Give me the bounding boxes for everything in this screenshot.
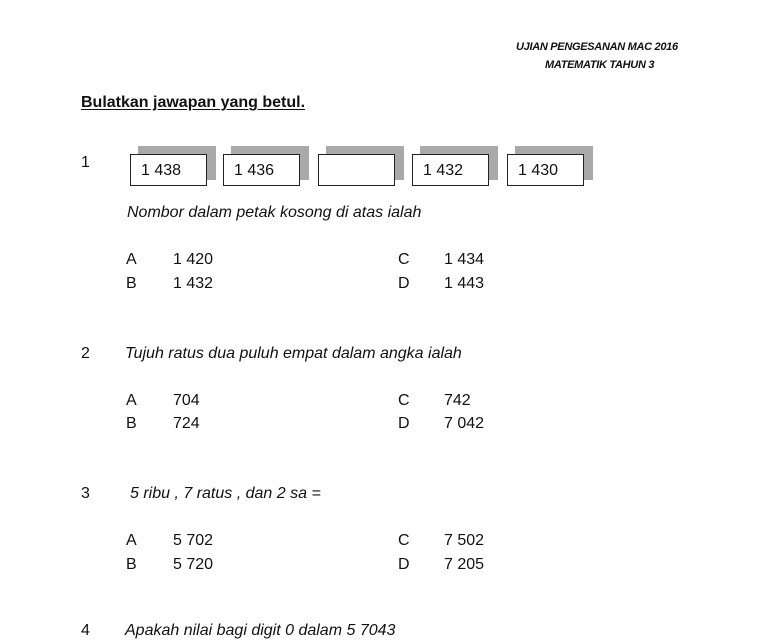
option-letter-1c: C xyxy=(398,251,410,268)
question-4-cutoff-row xyxy=(0,622,768,639)
question-text-4: Apakah nilai bagi digit 0 dalam 5 7043 xyxy=(125,622,396,639)
option-value-2a[interactable]: 704 xyxy=(173,392,200,409)
option-letter-3d: D xyxy=(398,556,410,573)
option-value-3d[interactable]: 7 205 xyxy=(444,556,485,573)
option-value-1c[interactable]: 1 434 xyxy=(444,251,485,268)
option-letter-2a: A xyxy=(126,392,137,409)
option-letter-1b: B xyxy=(126,275,137,292)
option-value-3c[interactable]: 7 502 xyxy=(444,532,485,549)
exam-header-subject: MATEMATIK TAHUN 3 xyxy=(545,59,655,71)
question-text-2: Tujuh ratus dua puluh empat dalam angka ialah xyxy=(125,345,462,362)
number-box-value: 1 430 xyxy=(507,154,584,186)
number-box-4 xyxy=(412,146,498,188)
number-box-2 xyxy=(223,146,309,188)
option-letter-3c: C xyxy=(398,532,410,549)
option-letter-1d: D xyxy=(398,275,410,292)
option-value-1b[interactable]: 1 432 xyxy=(173,275,214,292)
option-letter-3a: A xyxy=(126,532,137,549)
option-letter-1a: A xyxy=(126,251,137,268)
option-value-1d[interactable]: 1 443 xyxy=(444,275,485,292)
option-value-2d[interactable]: 7 042 xyxy=(444,415,485,432)
option-letter-2d: D xyxy=(398,415,410,432)
question-text-3: 5 ribu , 7 ratus , dan 2 sa = xyxy=(130,485,321,502)
option-value-3b[interactable]: 5 720 xyxy=(173,556,214,573)
option-value-2b[interactable]: 724 xyxy=(173,415,200,432)
number-box-value xyxy=(318,154,395,186)
question-number-2: 2 xyxy=(81,345,90,362)
option-letter-2c: C xyxy=(398,392,410,409)
question-number-1: 1 xyxy=(81,154,90,171)
option-letter-3b: B xyxy=(126,556,137,573)
question-text-1: Nombor dalam petak kosong di atas ialah xyxy=(127,204,422,221)
number-box-value: 1 432 xyxy=(412,154,489,186)
number-box-3-empty xyxy=(318,146,404,188)
exam-header-title: UJIAN PENGESANAN MAC 2016 xyxy=(516,41,678,53)
number-box-5 xyxy=(507,146,593,188)
question-number-4: 4 xyxy=(81,622,90,639)
question-number-3: 3 xyxy=(81,485,90,502)
option-value-3a[interactable]: 5 702 xyxy=(173,532,214,549)
number-box-1 xyxy=(130,146,216,188)
number-box-value: 1 438 xyxy=(130,154,207,186)
option-value-1a[interactable]: 1 420 xyxy=(173,251,214,268)
option-value-2c[interactable]: 742 xyxy=(444,392,471,409)
option-letter-2b: B xyxy=(126,415,137,432)
instruction-heading: Bulatkan jawapan yang betul. xyxy=(81,94,306,111)
number-box-value: 1 436 xyxy=(223,154,300,186)
